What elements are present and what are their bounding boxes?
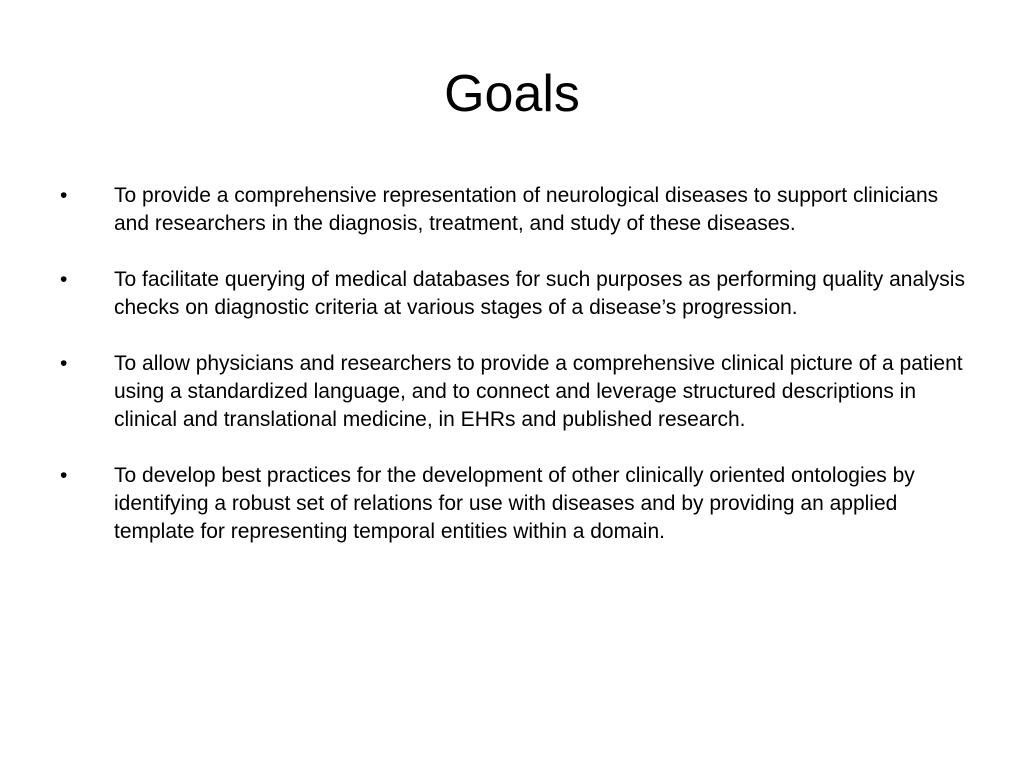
bullet-icon: • bbox=[60, 268, 68, 291]
bullet-item bbox=[56, 266, 976, 322]
bullet-list bbox=[56, 182, 976, 574]
bullet-text: To develop best practices for the development of other clinically oriented ontologies by identifying a robust set of relations for use with diseases and by providing an applied template for representing temporal entities within a domain. bbox=[114, 464, 915, 543]
bullet-text: To allow physicians and researchers to provide a comprehensive clinical picture of a patient using a standardized language, and to connect and leverage structured descriptions in clinical and translational medicine, in EHRs and published research. bbox=[114, 352, 963, 431]
slide-title: Goals bbox=[444, 65, 580, 123]
bullet-icon: • bbox=[60, 464, 68, 487]
bullet-icon: • bbox=[60, 352, 68, 375]
bullet-item bbox=[56, 182, 976, 238]
bullet-item bbox=[56, 350, 976, 434]
bullet-text: To provide a comprehensive representation of neurological diseases to support clinicians and researchers in the diagnosis, treatment, and study of these diseases. bbox=[114, 184, 939, 235]
bullet-text: To facilitate querying of medical databases for such purposes as performing quality analysis checks on diagnostic criteria at various stages of a disease’s progression. bbox=[114, 268, 965, 319]
bullet-icon: • bbox=[60, 184, 68, 207]
bullet-item bbox=[56, 462, 976, 546]
